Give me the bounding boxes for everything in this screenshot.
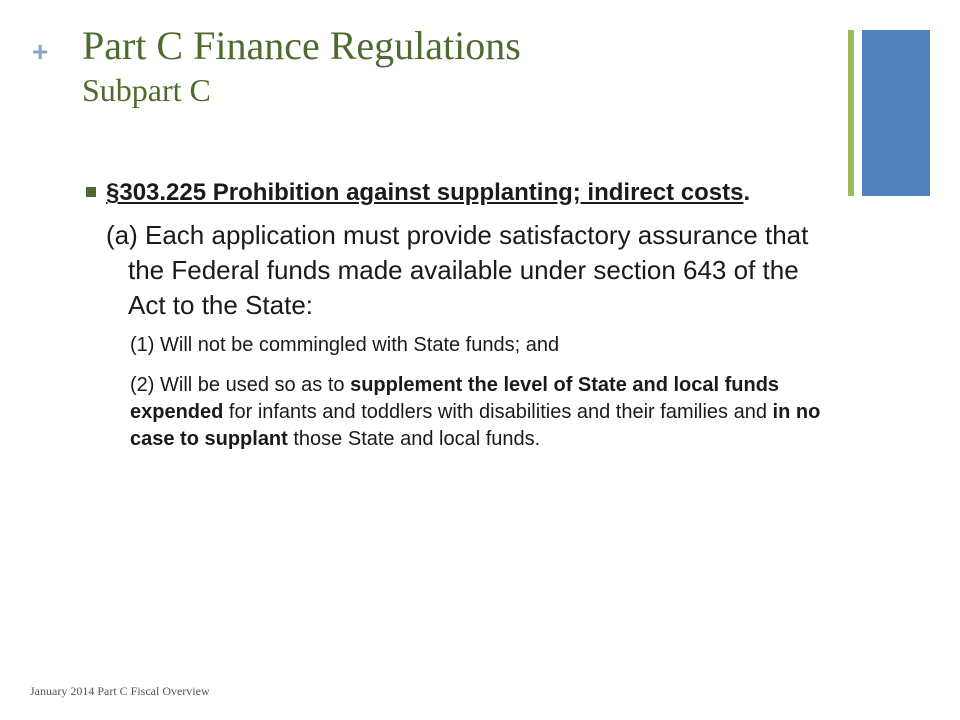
section-title: §303.225 Prohibition against supplanting; indirect costs <box>106 179 744 206</box>
accent-bar-green <box>848 30 854 196</box>
title-main: Part C Finance Regulations <box>82 23 521 68</box>
plus-icon: + <box>32 36 49 67</box>
paragraph-2-bold-1: supplement the level of State and local funds expended <box>130 374 780 423</box>
footer-text: January 2014 Part C Fiscal Overview <box>30 684 210 698</box>
section-title-period: . <box>743 179 751 206</box>
section-heading <box>86 176 836 209</box>
paragraph-2-bold-2: in no case to supplant <box>130 401 821 450</box>
paragraph-2-text-1: (2) Will be used so as to <box>130 374 351 396</box>
paragraph-2-text-3: those State and local funds. <box>287 428 541 450</box>
paragraph-1: (1) Will not be commingled with State funds; and <box>130 334 560 356</box>
paragraph-2-text-2: for infants and toddlers with disabilities and their families and <box>223 401 773 423</box>
accent-bar-blue <box>862 30 930 196</box>
slide-body <box>86 176 836 453</box>
slide-title <box>82 22 842 110</box>
paragraph-a: (a) Each application must provide satisfactory assurance that the Federal funds made available under section 643 of the Act to the State: <box>106 220 809 320</box>
title-subpart: Subpart C <box>82 72 211 108</box>
paragraph-2 <box>86 372 836 453</box>
square-bullet-icon <box>86 187 96 197</box>
